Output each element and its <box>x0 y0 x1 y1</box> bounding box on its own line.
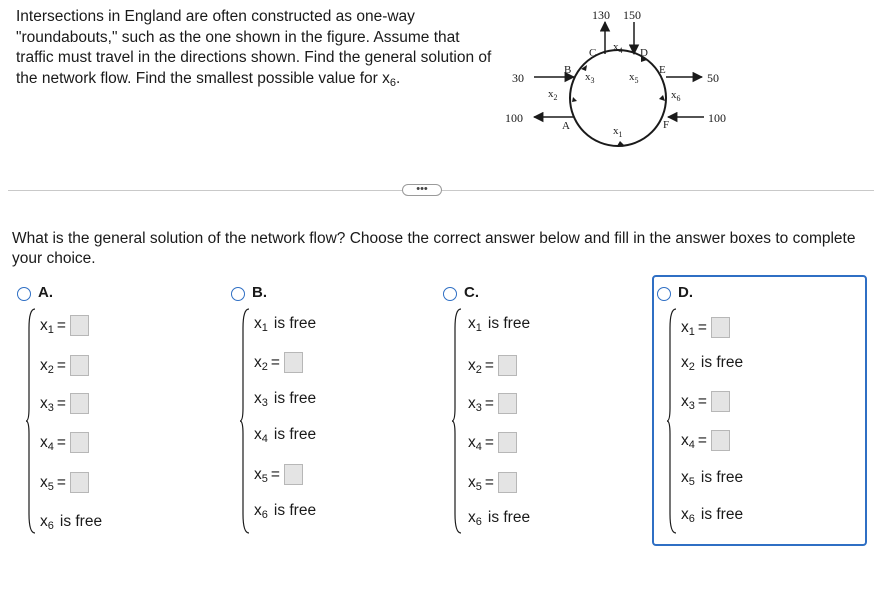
answer-box-b-x5[interactable] <box>284 464 303 485</box>
expand-button[interactable]: ••• <box>402 184 442 196</box>
flow-label-x4: $x_4$ <box>613 41 623 55</box>
answer-box-d-x3[interactable] <box>711 391 730 412</box>
node-label-a: A <box>562 120 570 132</box>
radio-option-a[interactable] <box>17 287 31 301</box>
option-a-row-x3: $x_3$ = <box>40 393 89 414</box>
node-label-e: E <box>659 64 666 76</box>
option-b-row-x3: $x_3$ is free <box>254 390 317 409</box>
flow-arrow-x2 <box>572 97 577 102</box>
option-d-row-x3: $x_3$ = <box>681 391 730 412</box>
answer-box-c-x3[interactable] <box>498 393 517 414</box>
flow-label-x2: $x_2$ <box>548 88 558 102</box>
flow-label-x6: $x_6$ <box>671 89 681 103</box>
answer-box-a-x3[interactable] <box>70 393 89 414</box>
option-a-row-x6: $x_6$ is free <box>40 513 103 532</box>
node-label-c: C <box>589 47 597 59</box>
option-a-row-x1: $x_1$ = <box>40 315 89 336</box>
option-d[interactable] <box>652 275 867 546</box>
option-a-row-x5: $x_5$ = <box>40 472 89 493</box>
option-c-row-x1: $x_1$ is free <box>468 315 531 334</box>
flow-arrow-x6 <box>659 95 665 101</box>
answer-box-a-x1[interactable] <box>70 315 89 336</box>
left-out-value: 100 <box>505 111 523 125</box>
option-b-row-x1: $x_1$ is free <box>254 315 317 334</box>
option-d-row-x6: $x_6$ is free <box>681 506 744 525</box>
option-c-row-x5: $x_5$ = <box>468 472 517 493</box>
option-c-row-x4: $x_4$ = <box>468 432 517 453</box>
left-brace <box>26 308 36 534</box>
left-brace <box>452 308 462 534</box>
option-c-letter: C. <box>464 284 479 301</box>
option-b-row-x2: $x_2$ = <box>254 352 303 373</box>
option-b-row-x5: $x_5$ = <box>254 464 303 485</box>
right-out-value: 50 <box>707 71 719 85</box>
option-c-row-x3: $x_3$ = <box>468 393 517 414</box>
answer-box-c-x4[interactable] <box>498 432 517 453</box>
top-right-value: 150 <box>623 8 641 22</box>
radio-option-b[interactable] <box>231 287 245 301</box>
option-c-row-x2: $x_2$ = <box>468 355 517 376</box>
radio-option-d[interactable] <box>657 287 671 301</box>
option-d-row-x4: $x_4$ = <box>681 430 730 451</box>
option-b-row-x6: $x_6$ is free <box>254 502 317 521</box>
top-left-value: 130 <box>592 8 610 22</box>
answer-box-c-x5[interactable] <box>498 472 517 493</box>
option-c[interactable] <box>440 275 640 545</box>
option-d-row-x5: $x_5$ is free <box>681 469 744 488</box>
radio-option-c[interactable] <box>443 287 457 301</box>
flow-label-x1: $x_1$ <box>613 125 623 139</box>
answer-box-a-x4[interactable] <box>70 432 89 453</box>
answer-box-c-x2[interactable] <box>498 355 517 376</box>
roundabout-diagram <box>496 0 756 160</box>
option-b-row-x4: $x_4$ is free <box>254 426 317 445</box>
question-text: Intersections in England are often constructed as one-way "roundabouts," such as the one shown in the figure. Assume that traffic must travel in the directions shown. Find the general solution of the network flow. Find the smallest possible value for $x_6$. <box>16 8 492 89</box>
answer-box-b-x2[interactable] <box>284 352 303 373</box>
option-a-letter: A. <box>38 284 53 301</box>
option-b-letter: B. <box>252 284 267 301</box>
answer-box-a-x2[interactable] <box>70 355 89 376</box>
option-a-row-x4: $x_4$ = <box>40 432 89 453</box>
answer-box-d-x1[interactable] <box>711 317 730 338</box>
target-variable: $x_6$ <box>382 69 397 89</box>
right-in-value: 100 <box>708 111 726 125</box>
answer-prompt: What is the general solution of the network flow? Choose the correct answer below and fill in the answer boxes to complete your choice. <box>12 230 856 267</box>
option-c-row-x6: $x_6$ is free <box>468 509 531 528</box>
option-a-row-x2: $x_2$ = <box>40 355 89 376</box>
option-b[interactable] <box>228 275 428 545</box>
node-label-d: D <box>640 47 648 59</box>
option-d-letter: D. <box>678 284 693 301</box>
node-label-b: B <box>564 64 572 76</box>
left-brace <box>240 308 250 534</box>
node-label-f: F <box>663 119 670 131</box>
flow-label-x3: $x_3$ <box>585 71 595 85</box>
answer-box-d-x4[interactable] <box>711 430 730 451</box>
left-in-value: 30 <box>512 71 524 85</box>
left-brace <box>667 308 677 534</box>
option-d-row-x2: $x_2$ is free <box>681 354 744 373</box>
answer-box-a-x5[interactable] <box>70 472 89 493</box>
option-a[interactable] <box>14 275 214 545</box>
option-d-row-x1: $x_1$ = <box>681 317 730 338</box>
flow-label-x5: $x_5$ <box>629 71 639 85</box>
